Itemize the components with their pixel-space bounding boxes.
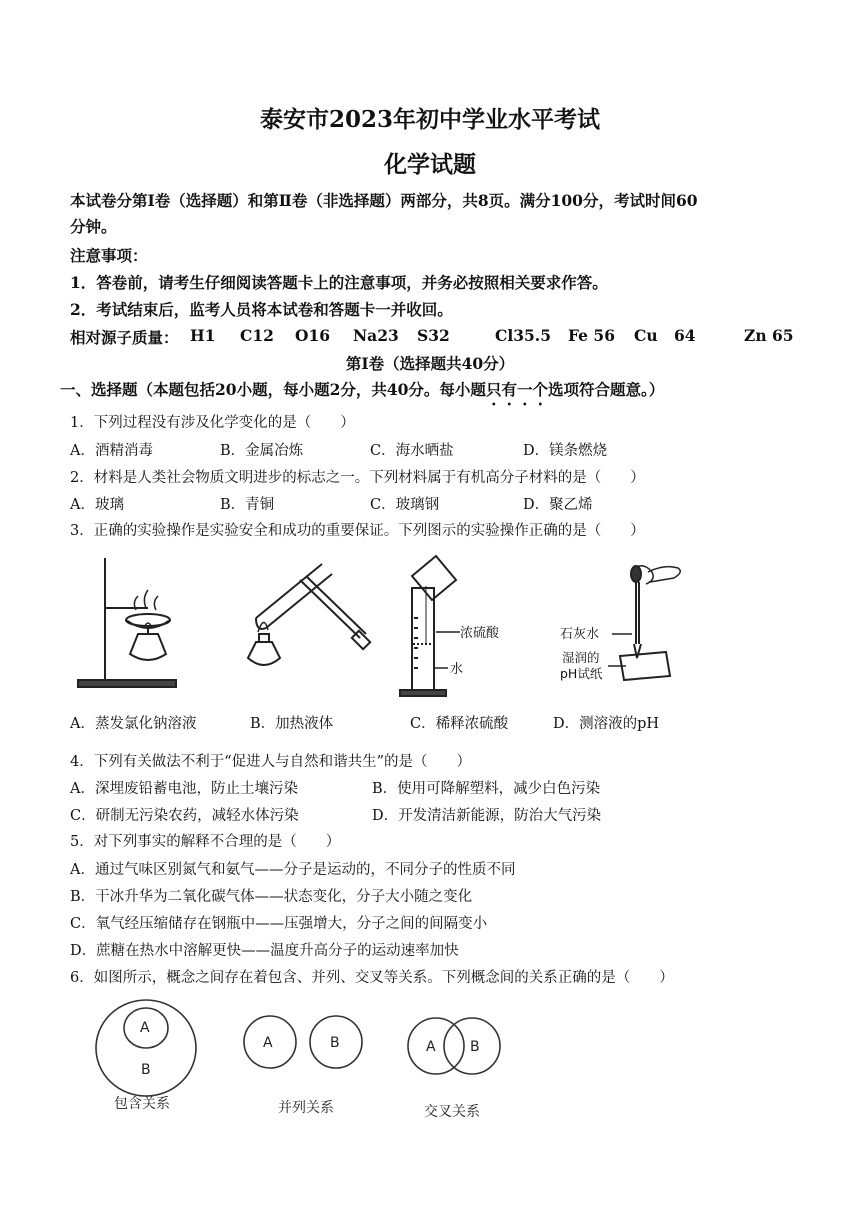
option: B．使用可降解塑料，减少白色污染 — [372, 781, 601, 797]
ph-test-apparatus — [608, 566, 680, 680]
option: D．蔗糖在热水中溶解更快——温度升高分子的运动速率加快 — [70, 943, 459, 959]
label-acid: 浓硫酸 — [460, 626, 500, 641]
atomic-mass-item: Cl35.5 — [495, 326, 551, 345]
atomic-mass-item: Zn 65 — [744, 326, 794, 345]
atomic-mass-item: Cu — [634, 326, 658, 345]
section-instructions — [60, 378, 664, 409]
option: A．玻璃 — [70, 497, 124, 513]
option: A．深埋废铅蓄电池，防止土壤污染 — [70, 781, 298, 797]
option: B．金属冶炼 — [220, 443, 304, 459]
option: C．玻璃钢 — [370, 497, 440, 513]
label-b: B — [330, 1035, 340, 1051]
label-paper-2: pH试纸 — [560, 666, 603, 681]
option: D．开发清洁新能源，防治大气污染 — [372, 808, 602, 824]
circle-a-cross — [408, 1018, 464, 1074]
question-stem: 5．对下列事实的解释不合理的是（ ） — [70, 834, 341, 850]
concept-relation-figure — [90, 990, 530, 1130]
experiment-figures — [60, 548, 700, 708]
question-stem: 1．下列过程没有涉及化学变化的是（ ） — [70, 415, 355, 431]
option: D．测溶液的pH — [553, 716, 660, 732]
option: D．镁条燃烧 — [523, 443, 608, 459]
label-b: B — [470, 1039, 480, 1055]
question-stem: 3．正确的实验操作是实验安全和成功的重要保证。下列图示的实验操作正确的是（ ） — [70, 523, 645, 539]
atomic-mass-item: H1 — [190, 326, 216, 345]
label-limewater: 石灰水 — [560, 627, 600, 642]
option: A．酒精消毒 — [70, 443, 153, 459]
heating-apparatus — [248, 564, 370, 665]
label-paper-1: 湿润的 — [562, 650, 600, 665]
atomic-mass-item: O16 — [295, 326, 331, 345]
label-contain: 包含关系 — [114, 1096, 170, 1112]
option: C．稀释浓硫酸 — [410, 716, 509, 732]
notes-title: 注意事项： — [70, 246, 148, 265]
atomic-mass-item: C12 — [240, 326, 274, 345]
instructions-suffix: 选项符合题意。） — [547, 380, 665, 399]
intro-line-2: 分钟。 — [70, 217, 117, 236]
question-stem: 6．如图所示，概念之间存在着包含、并列、交叉等关系。下列概念间的关系正确的是（ ） — [70, 970, 674, 986]
instructions-prefix: 一、选择题（本题包括20小题，每小题2分，共40分。每小题 — [60, 380, 486, 399]
atomic-mass-item: Fe 56 — [568, 326, 615, 345]
evaporation-apparatus — [78, 558, 176, 687]
intro-line-1: 本试卷分第Ⅰ卷（选择题）和第Ⅱ卷（非选择题）两部分，共8页。满分100分，考试时间60 — [70, 191, 698, 210]
option: B．青铜 — [220, 497, 275, 513]
label-cross: 交叉关系 — [424, 1104, 480, 1120]
label-a: A — [140, 1020, 150, 1036]
note-1: 1．答卷前，请考生仔细阅读答题卡上的注意事项，并务必按照相关要求作答。 — [70, 273, 608, 292]
option: C．海水晒盐 — [370, 443, 454, 459]
atomic-mass-item: 64 — [674, 326, 696, 345]
label-a: A — [263, 1035, 273, 1051]
option: B．加热液体 — [250, 716, 334, 732]
option: A．蒸发氯化钠溶液 — [70, 716, 197, 732]
label-b: B — [141, 1062, 151, 1078]
subject-title: 化学试题 — [384, 151, 476, 178]
atomic-masses-label: 相对源子质量： — [70, 328, 179, 347]
option: B．干冰升华为二氧化碳气体——状态变化，分子大小随之变化 — [70, 889, 473, 905]
option: C．研制无污染农药，减轻水体污染 — [70, 808, 299, 824]
question-stem: 4．下列有关做法不利于“促进人与自然和谐共生”的是（ ） — [70, 754, 472, 770]
label-a: A — [426, 1039, 436, 1055]
option: D．聚乙烯 — [523, 497, 593, 513]
note-2: 2．考试结束后，监考人员将本试卷和答题卡一并收回。 — [70, 300, 453, 319]
option: A．通过气味区别氮气和氨气——分子是运动的，不同分子的性质不同 — [70, 862, 516, 878]
option: C．氧气经压缩储存在钢瓶中——压强增大，分子之间的间隔变小 — [70, 916, 488, 932]
question-stem: 2．材料是人类社会物质文明进步的标志之一。下列材料属于有机高分子材料的是（ ） — [70, 470, 645, 486]
label-parallel: 并列关系 — [278, 1100, 334, 1116]
section-heading: 第Ⅰ卷（选择题共40分） — [345, 354, 515, 373]
atomic-mass-item: S32 — [417, 326, 450, 345]
atomic-mass-item: Na23 — [353, 326, 399, 345]
instructions-emphasis: 只有一个 — [485, 380, 548, 399]
label-water: 水 — [450, 662, 464, 677]
exam-title: 泰安市2023年初中学业水平考试 — [259, 106, 600, 133]
